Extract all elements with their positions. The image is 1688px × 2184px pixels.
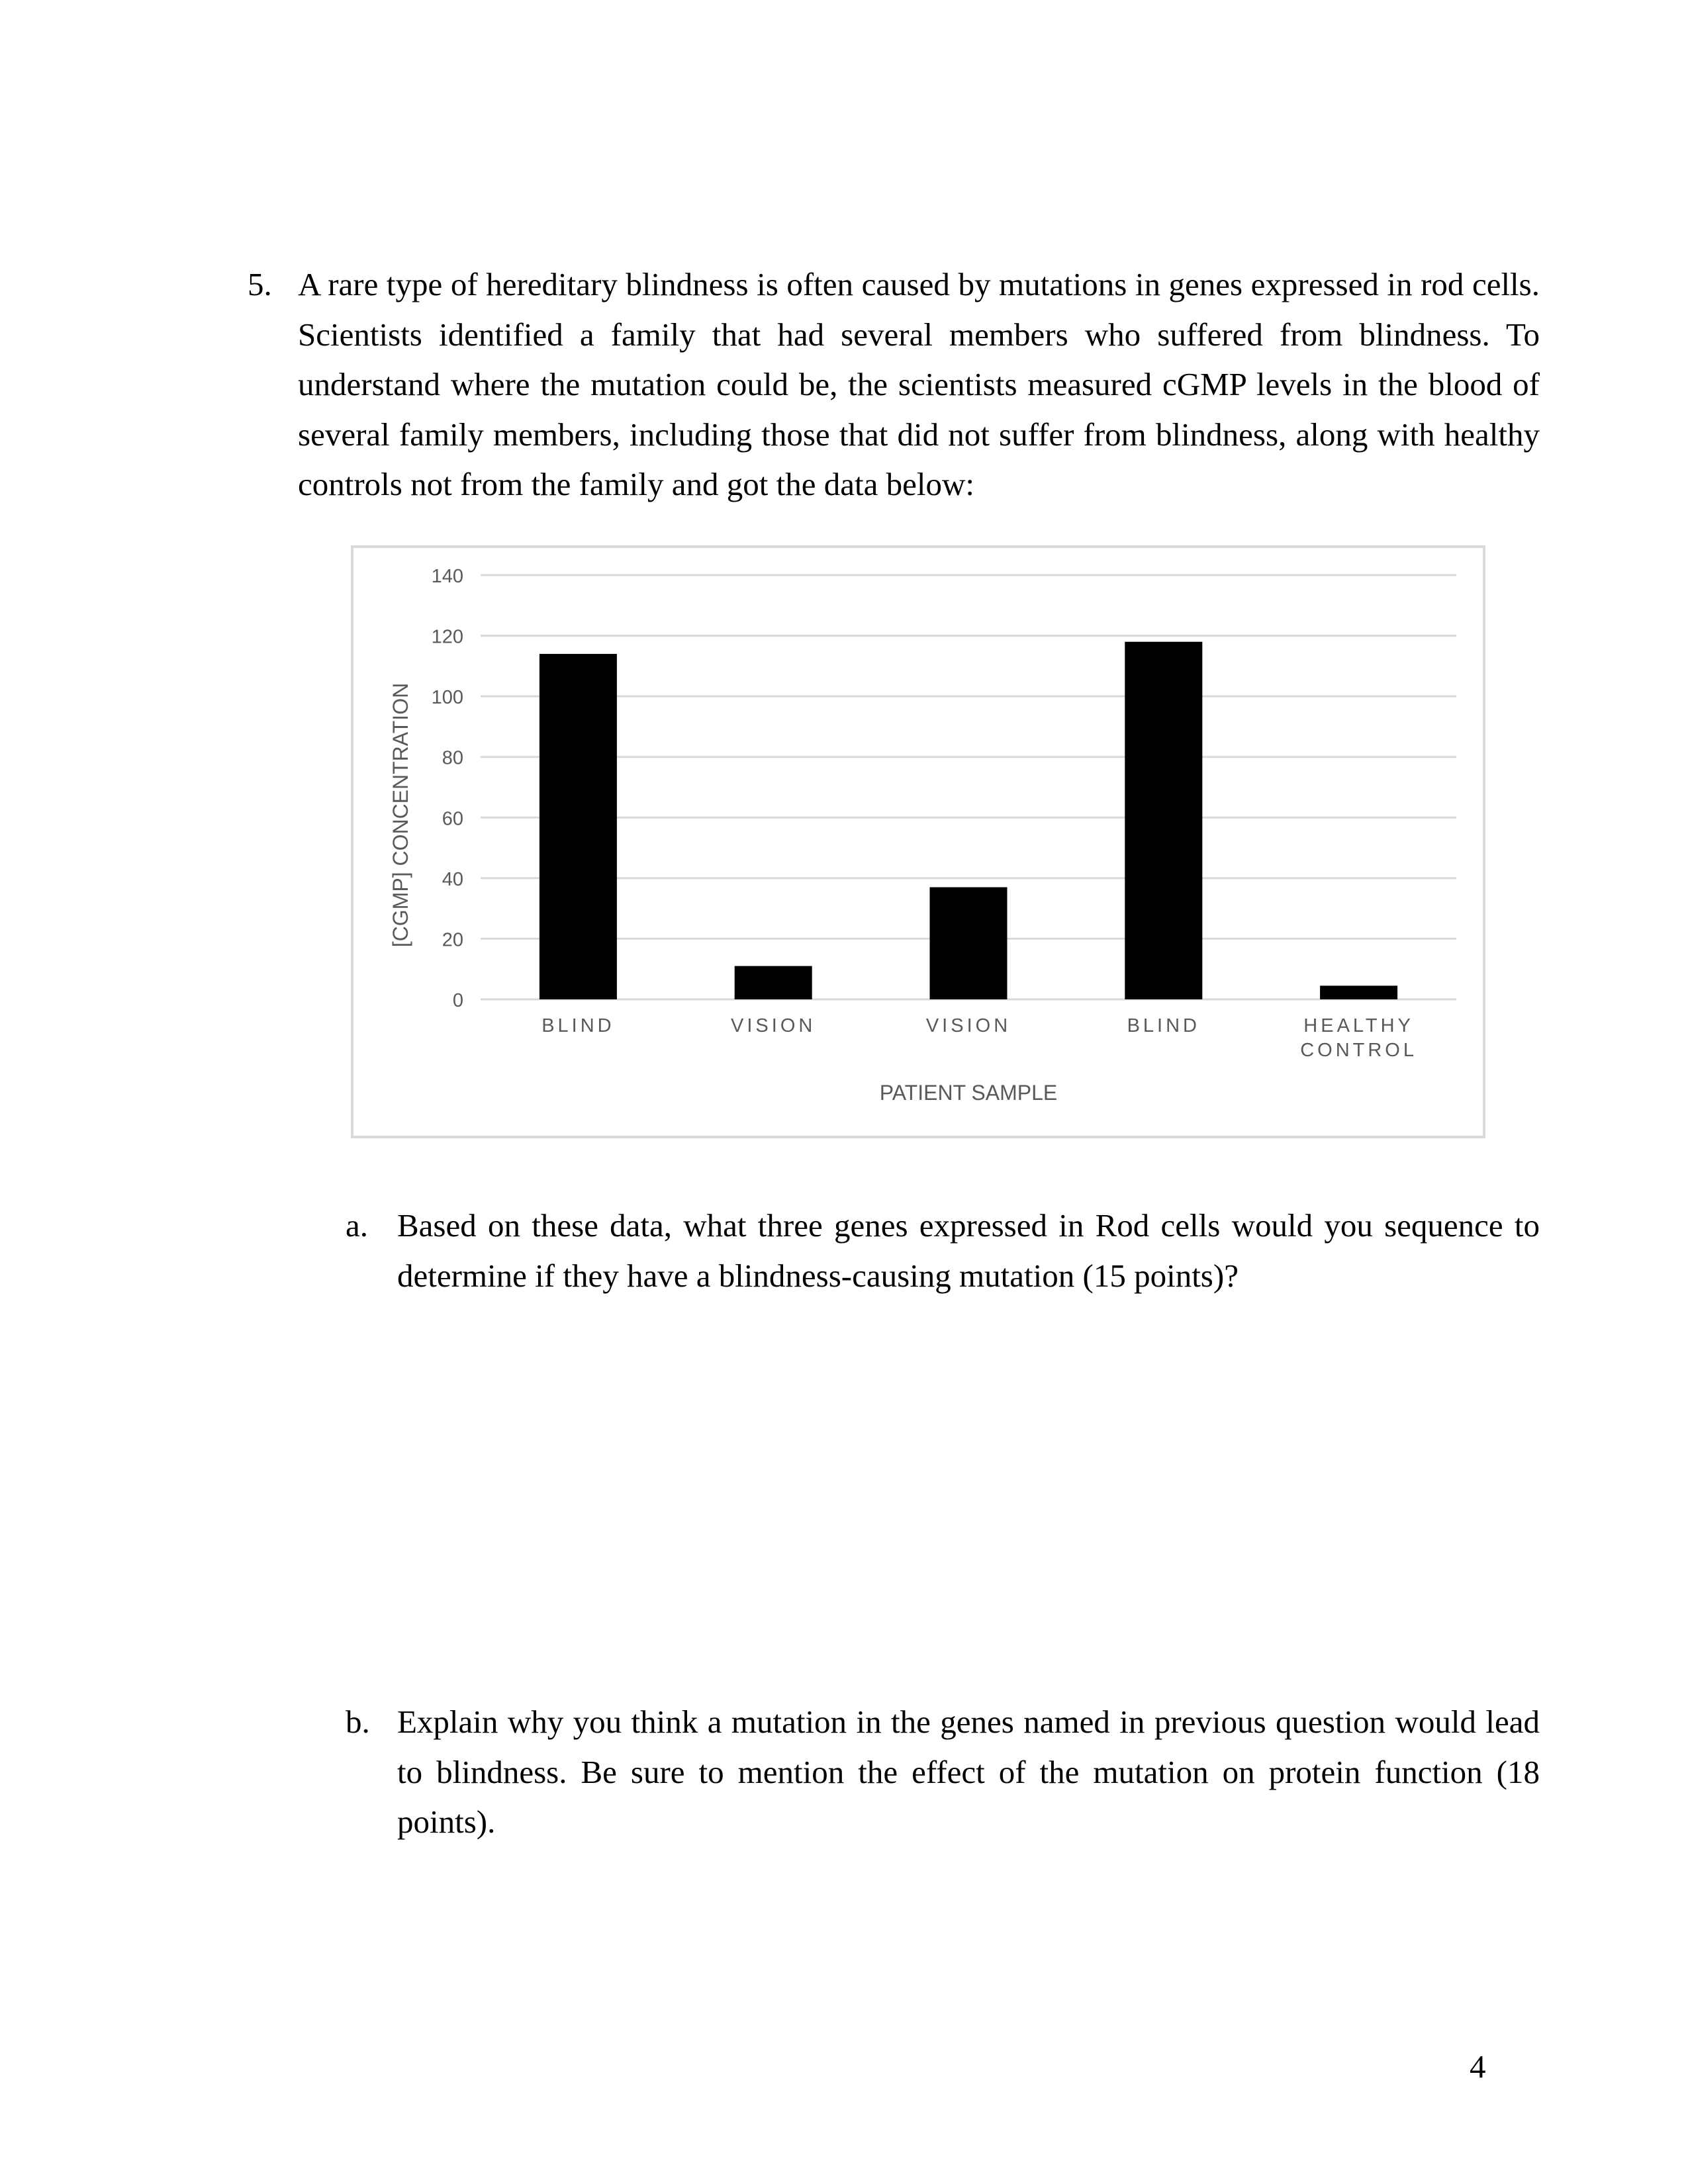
y-tick-label: 120 [431, 626, 463, 648]
y-axis-title: [CGMP] CONCENTRATION [389, 682, 412, 948]
question-number: 5. [248, 266, 272, 302]
bar-1 [539, 654, 617, 999]
subquestion-a-letter: a. [346, 1207, 368, 1244]
x-category-label: VISION [925, 1015, 1011, 1036]
subquestion-b-letter: b. [346, 1704, 370, 1740]
x-axis-title: PATIENT SAMPLE [879, 1081, 1058, 1105]
bar-chart [353, 548, 1483, 1136]
y-tick-label: 60 [442, 808, 463, 830]
y-tick-label: 140 [431, 566, 463, 587]
bar-4 [1125, 642, 1202, 999]
chart-frame [351, 545, 1485, 1138]
subquestion-b-text: Explain why you think a mutation in the genes named in previous question would lead to blindness. Be sure to mention the effect of the mutation on protein function (18 points). [397, 1704, 1540, 1840]
subquestion-a-text: Based on these data, what three genes expressed in Rod cells would you sequence to determine if they have a blindness-causing mutation (15 points)? [397, 1207, 1540, 1294]
page-number: 4 [1470, 2048, 1486, 2085]
x-category-label: HEALTHY [1303, 1015, 1414, 1036]
y-tick-label: 100 [431, 687, 463, 709]
x-category-label: VISION [731, 1015, 816, 1036]
bar-3 [930, 887, 1008, 999]
question-text: A rare type of hereditary blindness is often caused by mutations in genes expressed in rod cells. Scientists identified a family that had several members who suffered from blindness. To understand where the mutation could be, the scientists measured cGMP levels in the blood of several family members, including those that did not suffer from blindness, along with healthy controls not from the family and got the data below: [298, 266, 1540, 502]
y-tick-label: 20 [442, 929, 463, 951]
y-tick-label: 0 [452, 990, 463, 1011]
x-category-label: BLIND [541, 1015, 615, 1036]
x-category-label: BLIND [1127, 1015, 1201, 1036]
bar-5 [1320, 985, 1397, 999]
bar-2 [735, 966, 812, 999]
y-tick-label: 40 [442, 868, 463, 890]
x-category-label: CONTROL [1300, 1040, 1417, 1061]
y-tick-label: 80 [442, 747, 463, 769]
